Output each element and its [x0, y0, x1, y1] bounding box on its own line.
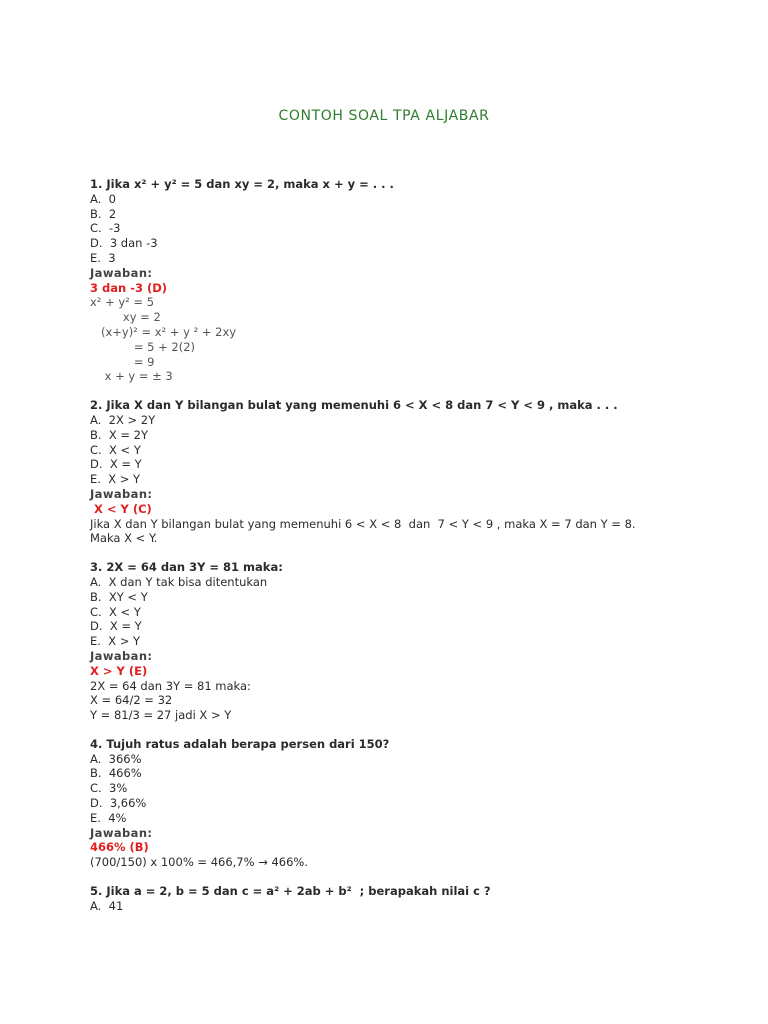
- jawaban-label: Jawaban:: [90, 486, 153, 501]
- document-body: [90, 177, 710, 914]
- answer-3: X > Y (E): [90, 663, 148, 678]
- question-2: 2. Jika X dan Y bilangan bulat yang memenuhi 6 < X < 8 dan 7 < Y < 9 , maka . . .: [90, 398, 618, 413]
- option: A. 0: [90, 191, 116, 206]
- jawaban-label: Jawaban:: [90, 648, 153, 663]
- explanation-line: xy = 2: [90, 310, 161, 325]
- question-1: 1. Jika x² + y² = 5 dan xy = 2, maka x + y = . . .: [90, 177, 394, 191]
- explanation-line: (x+y)² = x² + y ² + 2xy: [90, 324, 237, 339]
- option: A. 41: [90, 898, 124, 913]
- explanation-line: = 9: [90, 354, 155, 369]
- option: C. X < Y: [90, 604, 141, 619]
- option: D. X = Y: [90, 619, 142, 634]
- option: D. 3,66%: [90, 796, 147, 811]
- explanation-line: (700/150) x 100% = 466,7% → 466%.: [90, 855, 309, 870]
- option: E. 3: [90, 250, 116, 265]
- option: B. XY < Y: [90, 589, 148, 604]
- question-3: 3. 2X = 64 dan 3Y = 81 maka:: [90, 560, 283, 575]
- question-5: 5. Jika a = 2, b = 5 dan c = a² + 2ab + b² ; berapakah nilai c ?: [90, 884, 491, 899]
- answer-2: X < Y (C): [90, 501, 152, 516]
- option: A. 2X > 2Y: [90, 412, 156, 427]
- answer-1: 3 dan -3 (D): [90, 280, 168, 295]
- page-title: CONTOH SOAL TPA ALJABAR: [278, 108, 490, 124]
- explanation-line: Y = 81/3 = 27 jadi X > Y: [90, 708, 232, 723]
- explanation-line: x² + y² = 5: [90, 295, 155, 310]
- question-4: 4. Tujuh ratus adalah berapa persen dari 150?: [90, 736, 390, 751]
- explanation-line: = 5 + 2(2): [90, 339, 196, 354]
- option: B. 466%: [90, 766, 142, 781]
- explanation-line: 2X = 64 dan 3Y = 81 maka:: [90, 678, 251, 693]
- option: D. X = Y: [90, 457, 142, 472]
- option: E. X > Y: [90, 634, 141, 649]
- option: B. X = 2Y: [90, 427, 149, 442]
- jawaban-label: Jawaban:: [90, 265, 153, 280]
- explanation-line: x + y = ± 3: [90, 369, 173, 384]
- option: A. X dan Y tak bisa ditentukan: [90, 574, 268, 589]
- option: C. 3%: [90, 781, 128, 796]
- option: A. 366%: [90, 751, 142, 766]
- answer-4: 466% (B): [90, 840, 149, 855]
- option: C. X < Y: [90, 442, 141, 457]
- explanation-line: X = 64/2 = 32: [90, 693, 173, 708]
- option: C. -3: [90, 221, 121, 236]
- option: D. 3 dan -3: [90, 236, 158, 251]
- option: E. 4%: [90, 810, 127, 825]
- option: E. X > Y: [90, 472, 141, 487]
- jawaban-label: Jawaban:: [90, 825, 153, 840]
- explanation-line: Maka X < Y.: [90, 531, 158, 546]
- option: B. 2: [90, 206, 117, 221]
- explanation-line: Jika X dan Y bilangan bulat yang memenuhi 6 < X < 8 dan 7 < Y < 9 , maka X = 7 dan Y = 8.: [90, 516, 636, 531]
